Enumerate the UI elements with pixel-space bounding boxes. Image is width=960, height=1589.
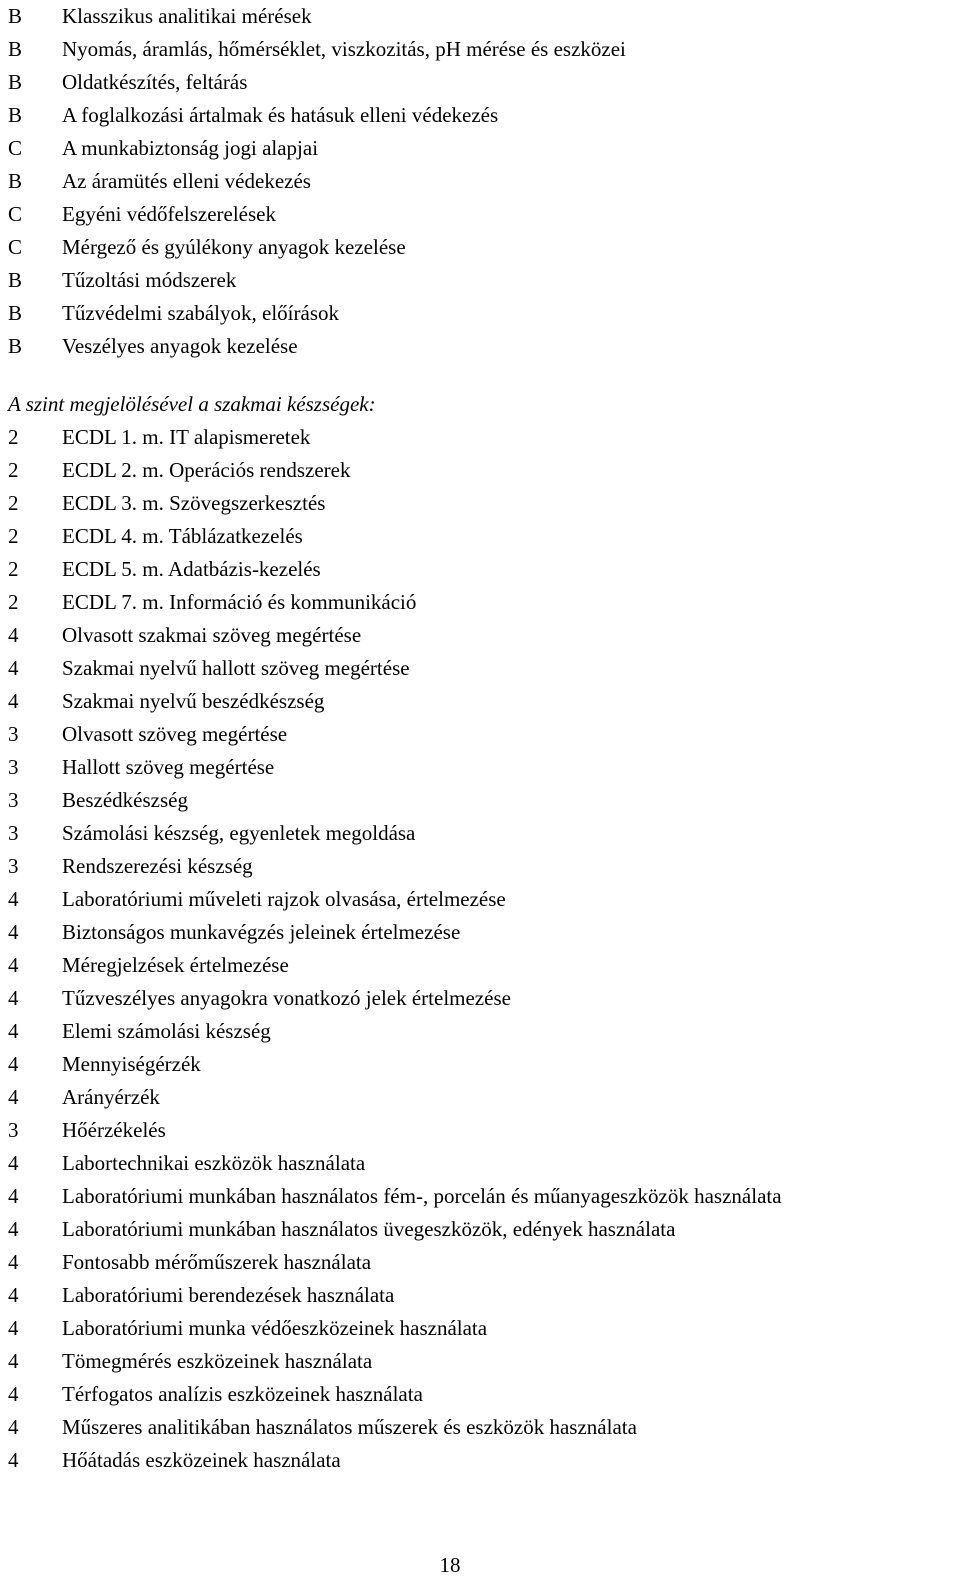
skill-row-label: Hőátadás eszközeinek használata [62,1448,341,1472]
skill-row-label: ECDL 5. m. Adatbázis-kezelés [62,557,321,581]
knowledge-row [8,330,960,363]
level-code: 2 [8,458,19,482]
knowledge-row [8,99,960,132]
knowledge-row [8,297,960,330]
page-number: 18 [439,1553,461,1577]
skill-row [8,718,960,751]
level-code: B [8,4,23,28]
skill-row [8,487,960,520]
level-code: 4 [8,689,19,713]
skill-row [8,751,960,784]
knowledge-row-label: Nyomás, áramlás, hőmérséklet, viszkozitás, pH mérése és eszközei [62,37,626,61]
level-code: 3 [8,1118,19,1142]
level-code: B [8,70,23,94]
level-code: 2 [8,425,19,449]
skill-row-label: Olvasott szöveg megértése [62,722,288,746]
skill-row [8,1444,960,1477]
level-code: B [8,169,23,193]
skill-row [8,1147,960,1180]
skill-row [8,1048,960,1081]
skill-row [8,883,960,916]
knowledge-row-label: Tűzvédelmi szabályok, előírások [62,301,339,325]
level-code: B [8,103,23,127]
knowledge-row [8,66,960,99]
level-code: 2 [8,590,19,614]
skill-row [8,850,960,883]
level-code: 3 [8,722,19,746]
skill-row-label: ECDL 7. m. Információ és kommunikáció [62,590,417,614]
level-code: 4 [8,920,19,944]
skill-row-label: Laboratóriumi munka védőeszközeinek használata [62,1316,488,1340]
level-code: 4 [8,1217,19,1241]
skill-row [8,1411,960,1444]
level-code: 2 [8,557,19,581]
skill-row [8,1312,960,1345]
knowledge-row-label: Veszélyes anyagok kezelése [62,334,298,358]
skill-row [8,586,960,619]
level-code: 4 [8,1316,19,1340]
skill-row-label: Labortechnikai eszközök használata [62,1151,366,1175]
skill-row-label: Biztonságos munkavégzés jeleinek értelmezése [62,920,461,944]
knowledge-list [8,0,960,363]
skill-row-label: Beszédkészség [62,788,188,812]
skill-row [8,1246,960,1279]
skill-row-label: Hőérzékelés [62,1118,166,1142]
level-code: 4 [8,1151,19,1175]
knowledge-row [8,165,960,198]
level-code: 4 [8,953,19,977]
level-code: 3 [8,854,19,878]
skill-row [8,1345,960,1378]
level-code: 3 [8,821,19,845]
skill-row-label: Térfogatos analízis eszközeinek használata [62,1382,423,1406]
skill-row-label: Tűzveszélyes anyagokra vonatkozó jelek értelmezése [62,986,511,1010]
skills-list [8,421,960,1477]
skill-row-label: ECDL 2. m. Operációs rendszerek [62,458,351,482]
level-code: 4 [8,1382,19,1406]
skill-row [8,784,960,817]
skill-row-label: Olvasott szakmai szöveg megértése [62,623,362,647]
skill-row [8,619,960,652]
level-code: B [8,37,23,61]
skill-row-label: Arányérzék [62,1085,160,1109]
level-code: 4 [8,1184,19,1208]
level-code: 2 [8,524,19,548]
level-code: C [8,235,23,259]
knowledge-row-label: Klasszikus analitikai mérések [62,4,312,28]
skill-row-label: Fontosabb mérőműszerek használata [62,1250,372,1274]
knowledge-row-label: Az áramütés elleni védekezés [62,169,311,193]
level-code: C [8,136,23,160]
level-code: 4 [8,1349,19,1373]
skills-heading: A szint megjelölésével a szakmai készségek: [8,392,376,416]
skill-row-label: Számolási készség, egyenletek megoldása [62,821,416,845]
skill-row-label: Laboratóriumi berendezések használata [62,1283,395,1307]
level-code: 2 [8,491,19,515]
skill-row [8,685,960,718]
skill-row-label: Mennyiségérzék [62,1052,201,1076]
skill-row [8,1015,960,1048]
skill-row [8,652,960,685]
skill-row [8,916,960,949]
level-code: B [8,301,23,325]
skill-row [8,817,960,850]
knowledge-row-label: Tűzoltási módszerek [62,268,237,292]
skill-row-label: ECDL 3. m. Szövegszerkesztés [62,491,326,515]
knowledge-row [8,132,960,165]
level-code: 4 [8,986,19,1010]
skill-row-label: Műszeres analitikában használatos műszerek és eszközök használata [62,1415,637,1439]
level-code: 4 [8,1415,19,1439]
knowledge-row [8,264,960,297]
skill-row [8,1378,960,1411]
skill-row [8,1213,960,1246]
skill-row-label: Laboratóriumi munkában használatos üvegeszközök, edények használata [62,1217,676,1241]
skill-row [8,949,960,982]
skill-row-label: Méregjelzések értelmezése [62,953,289,977]
skill-row-label: Szakmai nyelvű hallott szöveg megértése [62,656,410,680]
skill-row-label: Laboratóriumi műveleti rajzok olvasása, értelmezése [62,887,506,911]
level-code: 4 [8,1019,19,1043]
knowledge-row [8,198,960,231]
skill-row [8,520,960,553]
skill-row-label: ECDL 1. m. IT alapismeretek [62,425,311,449]
knowledge-row-label: A munkabiztonság jogi alapjai [62,136,319,160]
level-code: 4 [8,656,19,680]
knowledge-row [8,33,960,66]
level-code: 4 [8,887,19,911]
skill-row [8,1081,960,1114]
skill-row [8,1114,960,1147]
level-code: 4 [8,1250,19,1274]
skill-row-label: Elemi számolási készség [62,1019,271,1043]
level-code: 4 [8,1052,19,1076]
level-code: 3 [8,788,19,812]
level-code: B [8,268,23,292]
skill-row-label: ECDL 4. m. Táblázatkezelés [62,524,303,548]
level-code: 4 [8,623,19,647]
skill-row [8,454,960,487]
skill-row-label: Laboratóriumi munkában használatos fém-, porcelán és műanyageszközök használata [62,1184,782,1208]
knowledge-row [8,0,960,33]
level-code: C [8,202,23,226]
knowledge-row [8,231,960,264]
knowledge-row-label: Egyéni védőfelszerelések [62,202,276,226]
knowledge-row-label: Mérgező és gyúlékony anyagok kezelése [62,235,406,259]
level-code: 4 [8,1448,19,1472]
knowledge-row-label: Oldatkészítés, feltárás [62,70,248,94]
skill-row [8,553,960,586]
skill-row-label: Tömegmérés eszközeinek használata [62,1349,373,1373]
skill-row-label: Szakmai nyelvű beszédkészség [62,689,325,713]
level-code: B [8,334,23,358]
skill-row-label: Hallott szöveg megértése [62,755,275,779]
knowledge-row-label: A foglalkozási ártalmak és hatásuk elleni védekezés [62,103,499,127]
skill-row-label: Rendszerezési készség [62,854,253,878]
level-code: 4 [8,1085,19,1109]
skill-row [8,1180,960,1213]
skill-row [8,1279,960,1312]
level-code: 4 [8,1283,19,1307]
level-code: 3 [8,755,19,779]
skill-row [8,421,960,454]
skill-row [8,982,960,1015]
